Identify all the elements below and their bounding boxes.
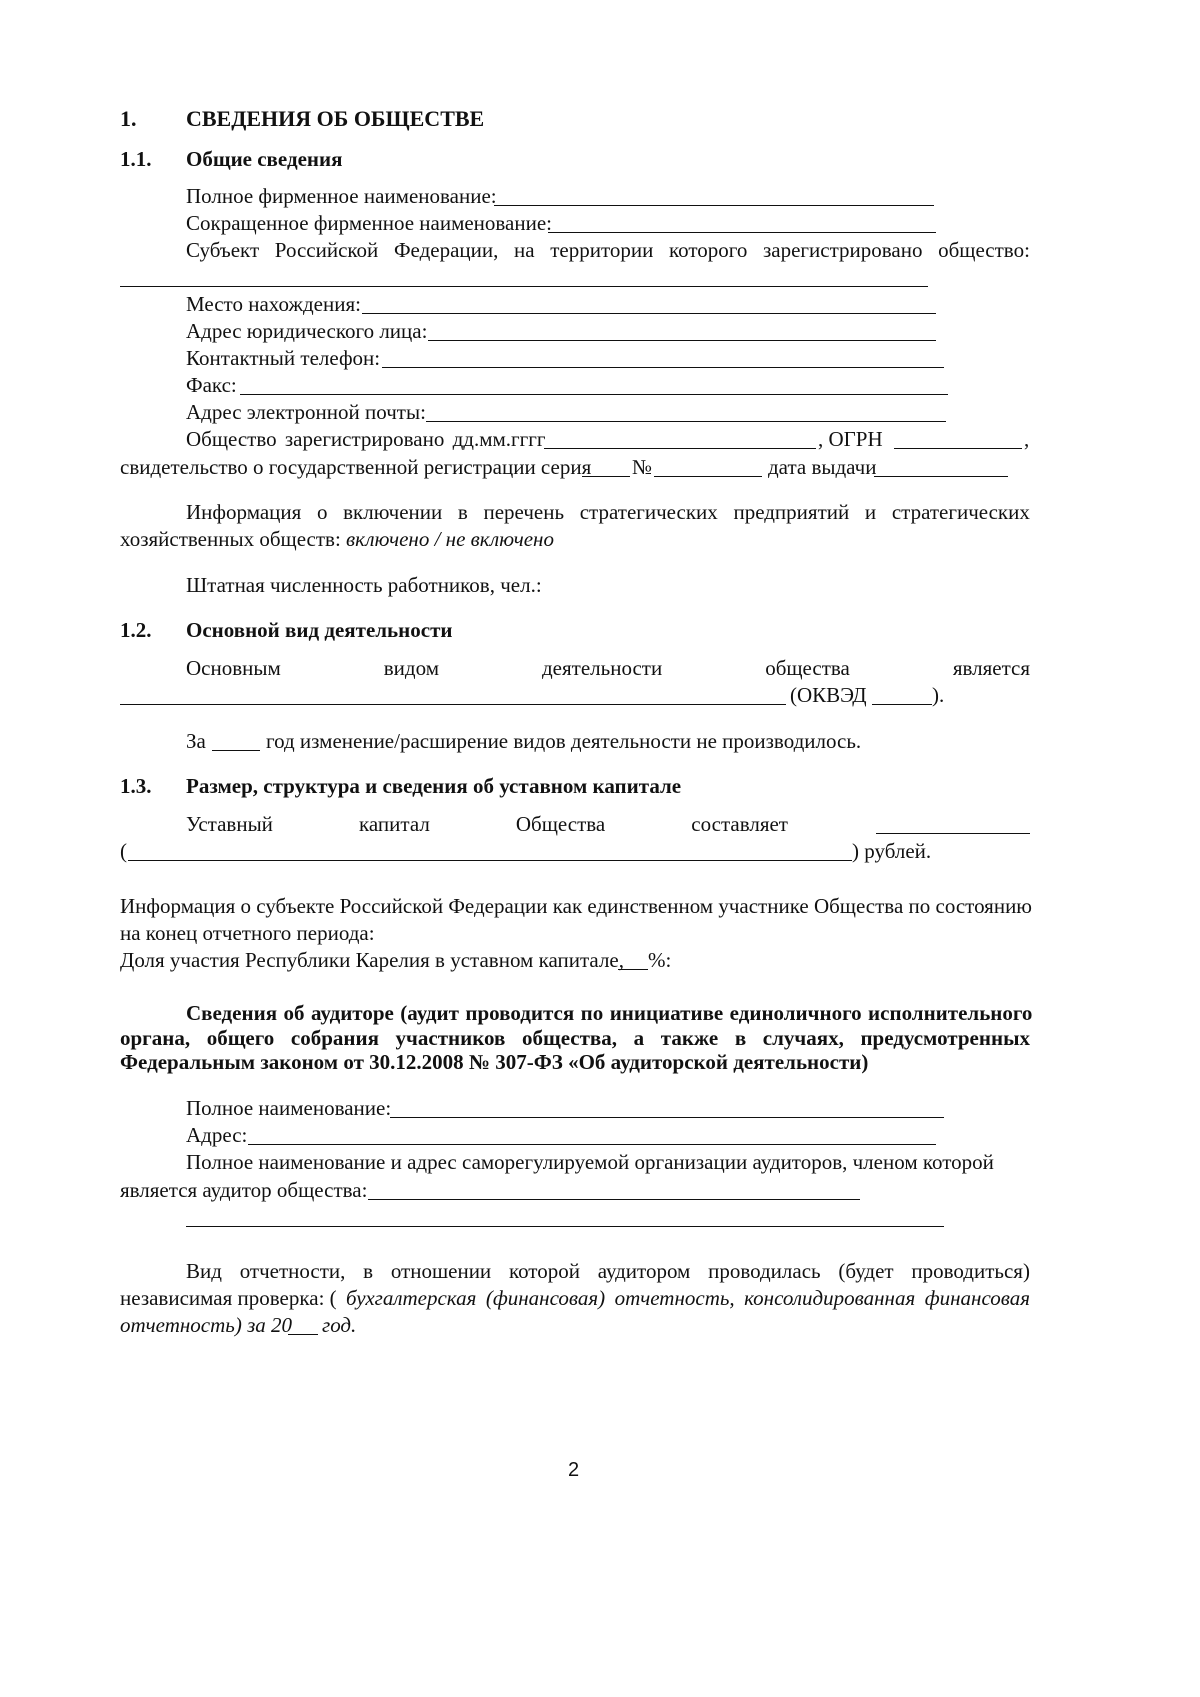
registered-label: Общество зарегистрировано дд.мм.гггг	[186, 427, 546, 451]
ogrn-label: , ОГРН	[818, 427, 883, 451]
email-field[interactable]	[426, 421, 946, 422]
sro-line1: Полное наименование и адрес саморегулируемой организации аудиторов, членом которой	[186, 1150, 994, 1174]
page-number: 2	[568, 1459, 580, 1481]
capital-line: Уставный капитал Общества составляет	[186, 812, 788, 836]
email-label: Адрес электронной почты:	[186, 400, 426, 424]
subject-info-line1: Информация о субъекте Российской Федерации как единственном участнике Общества по состоянию	[120, 894, 1032, 918]
auditor-heading-line1: Сведения об аудиторе (аудит проводится по инициативе единоличного исполнительного	[186, 1001, 1033, 1025]
okved-field[interactable]	[872, 704, 932, 705]
legal-address-field[interactable]	[428, 340, 936, 341]
report-line2-italic: бухгалтерская (финансовая) отчетность, консолидированная финансовая	[346, 1286, 1030, 1310]
location-label: Место нахождения:	[186, 292, 361, 316]
share-label: Доля участия Республики Карелия в уставном капитале,	[120, 948, 624, 972]
cert-number-label: №	[632, 455, 653, 479]
share-field[interactable]	[618, 969, 648, 970]
strategic-value[interactable]: включено / не включено	[346, 527, 554, 551]
subsection-number: 1.1.	[120, 147, 152, 171]
fax-field[interactable]	[240, 394, 948, 395]
capital-words-field[interactable]	[128, 860, 852, 861]
full-name-label: Полное фирменное наименование:	[186, 184, 497, 208]
sro-field-1[interactable]	[368, 1199, 860, 1200]
share-suffix: %:	[648, 948, 672, 972]
sro-field-2[interactable]	[186, 1226, 944, 1227]
section-number: 1.	[120, 106, 137, 131]
legal-address-label: Адрес юридического лица:	[186, 319, 428, 343]
report-line3-a: отчетность) за 20	[120, 1313, 293, 1337]
short-name-label: Сокращенное фирменное наименование:	[186, 211, 553, 235]
ogrn-field[interactable]	[894, 448, 1022, 449]
capital-amount-field[interactable]	[876, 833, 1030, 834]
strategic-line: Информация о включении в перечень стратегических предприятий и стратегических	[186, 500, 1030, 524]
issue-date-label: дата выдачи	[768, 455, 877, 479]
subject-line: Субъект Российской Федерации, на территории которого зарегистрировано общество:	[186, 238, 1030, 262]
auditor-address-label: Адрес:	[186, 1123, 248, 1147]
year-field[interactable]	[212, 750, 260, 751]
report-year-field[interactable]	[288, 1334, 318, 1335]
section-title: СВЕДЕНИЯ ОБ ОБЩЕСТВЕ	[186, 106, 485, 131]
okved-label: (ОКВЭД	[790, 683, 867, 707]
cert-series-field[interactable]	[582, 476, 630, 477]
activity-field[interactable]	[120, 704, 786, 705]
cert-number-field[interactable]	[654, 476, 762, 477]
subject-field[interactable]	[120, 286, 928, 287]
full-name-field[interactable]	[494, 205, 934, 206]
strategic-line2: хозяйственных обществ: включено / не включено	[120, 527, 554, 551]
okved-close: ).	[932, 683, 945, 707]
report-line2-prefix: независимая проверка: (	[120, 1286, 337, 1310]
report-line3-b: год.	[322, 1313, 357, 1337]
activity-line: Основным видом деятельности общества является	[186, 656, 1030, 680]
report-line1: Вид отчетности, в отношении которой аудитором проводилась (будет проводиться)	[186, 1259, 1030, 1283]
phone-field[interactable]	[382, 367, 944, 368]
auditor-address-field[interactable]	[248, 1144, 936, 1145]
short-name-field[interactable]	[548, 232, 936, 233]
staff-label: Штатная численность работников, чел.:	[186, 573, 542, 597]
cert-label: свидетельство о государственной регистрации серия	[120, 455, 592, 479]
subsection-title: Основной вид деятельности	[186, 618, 453, 642]
paren-open: (	[120, 839, 127, 863]
phone-label: Контактный телефон:	[186, 346, 381, 370]
location-field[interactable]	[362, 313, 936, 314]
fax-label: Факс:	[186, 373, 237, 397]
auditor-heading-line3: Федеральным законом от 30.12.2008 № 307-ФЗ «Об аудиторской деятельности)	[120, 1050, 869, 1074]
subsection-number: 1.2.	[120, 618, 152, 642]
auditor-full-name-label: Полное наименование:	[186, 1096, 392, 1120]
auditor-full-name-field[interactable]	[390, 1117, 944, 1118]
ogrn-comma: ,	[1024, 427, 1030, 451]
auditor-heading-line2: органа, общего собрания участников общества, а также в случаях, предусмотренных	[120, 1026, 1030, 1050]
subsection-number: 1.3.	[120, 774, 152, 798]
subsection-title: Общие сведения	[186, 147, 343, 171]
rubles-label: ) рублей.	[852, 839, 932, 863]
issue-date-field[interactable]	[874, 476, 1008, 477]
subject-info-line2: на конец отчетного периода:	[120, 921, 375, 945]
subsection-title: Размер, структура и сведения об уставном капитале	[186, 774, 682, 798]
year-prefix: За	[186, 729, 206, 753]
registration-date-field[interactable]	[544, 448, 816, 449]
sro-line2: является аудитор общества:	[120, 1178, 368, 1202]
year-text: год изменение/расширение видов деятельности не производилось.	[266, 729, 862, 753]
